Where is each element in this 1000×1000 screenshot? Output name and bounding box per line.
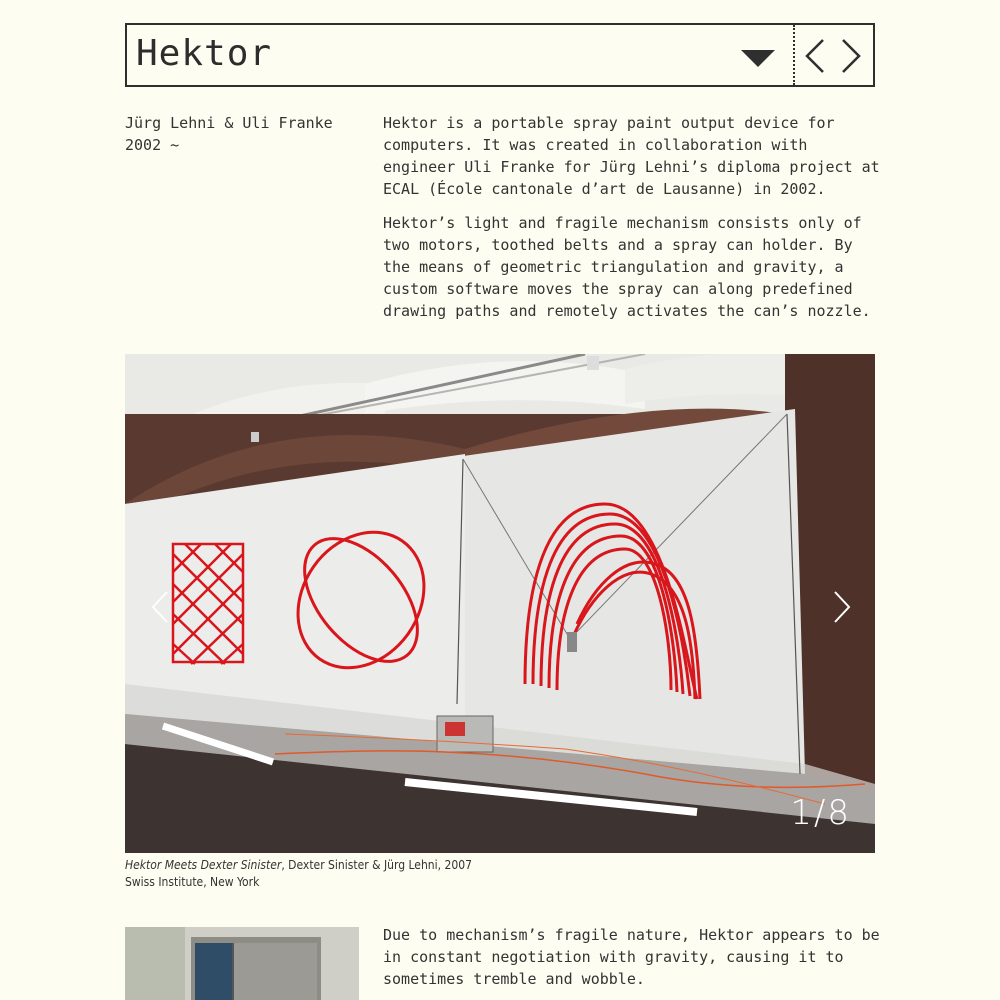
chevron-left-icon xyxy=(149,590,173,624)
triangle-down-icon xyxy=(737,39,781,73)
chevron-right-icon xyxy=(829,590,853,624)
next-project-button[interactable] xyxy=(835,37,865,75)
page-title: Hektor xyxy=(136,33,273,74)
caption-credits: , Dexter Sinister & Jürg Lehni, 2007 xyxy=(281,858,472,872)
thumbnail-photo xyxy=(125,927,359,1000)
header-bar xyxy=(125,23,875,87)
gallery-photo xyxy=(125,354,875,853)
project-year: 2002 ~ xyxy=(125,136,180,154)
header-divider xyxy=(793,25,795,85)
menu-toggle-button[interactable] xyxy=(737,39,781,73)
caption-place: Swiss Institute, New York xyxy=(125,875,260,889)
project-meta xyxy=(125,112,365,156)
chevron-left-icon xyxy=(803,37,833,75)
gallery-counter: 1/8 xyxy=(790,793,851,833)
chevron-right-icon xyxy=(835,37,865,75)
image-gallery xyxy=(125,354,875,853)
prev-project-button[interactable] xyxy=(803,37,833,75)
gallery-next-button[interactable] xyxy=(829,590,853,624)
description-paragraph-2: Hektor’s light and fragile mechanism consists only of two motors, toothed belts and a spray can holder. By the means of geometric triangulation and gravity, a custom software moves the spray can along predefined drawing paths and remotely activates the can’s nozzle. xyxy=(383,214,871,320)
caption-line-1 xyxy=(125,857,825,874)
gallery-prev-button[interactable] xyxy=(149,590,173,624)
description-paragraph-1: Hektor is a portable spray paint output device for computers. It was created in collaboration with engineer Uli Franke for Jürg Lehni’s diploma project at ECAL (École cantonale d’art de Lausanne) in 2002. xyxy=(383,114,880,198)
caption-title: Hektor Meets Dexter Sinister xyxy=(125,858,282,872)
thumbnail-image xyxy=(125,927,359,1000)
project-authors: Jürg Lehni & Uli Franke xyxy=(125,114,333,132)
project-description xyxy=(383,112,883,334)
section-paragraph: Due to mechanism’s fragile nature, Hektor appears to be in constant negotiation with gravity, causing it to sometimes tremble and wobble. xyxy=(383,926,880,988)
gallery-caption xyxy=(125,857,825,891)
